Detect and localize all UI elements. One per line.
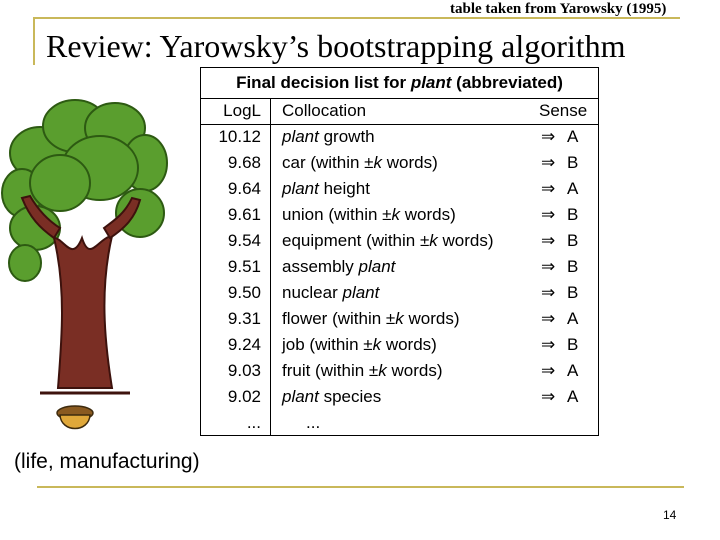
row-collocation — [282, 361, 442, 381]
collocation-part: words) — [382, 153, 438, 172]
page-number: 14 — [663, 508, 677, 522]
row-collocation — [282, 205, 456, 225]
ellipsis-logl: ... — [246, 413, 261, 432]
tree-trunk — [22, 196, 140, 393]
collocation-part: k — [373, 153, 383, 172]
implies-arrow-icon: ⇒ — [541, 309, 556, 328]
row-logl: 9.03 — [227, 361, 261, 380]
collocation-part: plant — [282, 127, 319, 146]
row-sense: A — [567, 361, 579, 380]
collocation-part: union (within ± — [282, 205, 392, 224]
source-note: table taken from Yarowsky (1995) — [450, 1, 667, 17]
collocation-part: words) — [403, 309, 460, 328]
collocation-part: nuclear — [282, 283, 343, 302]
row-sense: B — [567, 335, 579, 354]
ellipsis-collocation: ... — [306, 413, 321, 432]
collocation-part: k — [429, 231, 438, 250]
row-logl: 9.61 — [227, 205, 261, 224]
collocation-part: plant — [342, 283, 380, 302]
row-collocation — [282, 127, 375, 147]
implies-arrow-icon: ⇒ — [541, 387, 556, 406]
implies-arrow-icon: ⇒ — [541, 283, 556, 302]
row-logl: 9.24 — [227, 335, 261, 354]
row-collocation — [282, 179, 370, 199]
row-collocation — [282, 283, 379, 303]
row-logl: 9.50 — [227, 283, 261, 302]
collocation-part: job (within ± — [282, 335, 373, 354]
implies-arrow-icon: ⇒ — [541, 127, 556, 146]
row-collocation — [282, 231, 494, 251]
implies-arrow-icon: ⇒ — [541, 179, 556, 198]
header-sense: Sense — [539, 101, 588, 120]
table-caption-prefix: Final decision list for — [236, 73, 411, 92]
implies-arrow-icon: ⇒ — [541, 361, 556, 380]
collocation-part: k — [391, 205, 400, 224]
collocation-part: plant — [358, 257, 396, 276]
row-sense: A — [567, 309, 579, 328]
implies-arrow-icon: ⇒ — [541, 205, 556, 224]
table-caption-suffix: (abbreviated) — [451, 73, 563, 92]
image-caption: (life, manufacturing) — [14, 450, 200, 473]
title-rule — [33, 17, 680, 19]
acorn-icon — [57, 406, 93, 429]
row-collocation — [282, 257, 395, 277]
table-caption-word: plant — [410, 73, 452, 92]
collocation-part: words) — [386, 361, 443, 380]
collocation-part: growth — [318, 127, 375, 146]
table-top-rule — [201, 98, 598, 99]
collocation-part: k — [378, 361, 387, 380]
collocation-part: car (within ± — [282, 153, 374, 172]
slide-title: Review: Yarowsky’s bootstrapping algorithm — [46, 28, 626, 64]
collocation-part: words) — [381, 335, 437, 354]
row-sense: B — [567, 205, 579, 224]
row-sense: A — [567, 179, 579, 198]
collocation-part: k — [395, 309, 404, 328]
collocation-part: fruit (within ± — [282, 361, 379, 380]
collocation-part: species — [318, 387, 382, 406]
collocation-part: words) — [437, 231, 494, 250]
row-sense: B — [567, 153, 579, 172]
row-sense: B — [567, 283, 579, 302]
footer-rule — [37, 486, 684, 488]
row-logl: 9.54 — [227, 231, 261, 250]
row-sense: A — [567, 387, 579, 406]
header-logl: LogL — [223, 101, 261, 120]
collocation-part: equipment (within ± — [282, 231, 430, 250]
collocation-part: plant — [282, 179, 319, 198]
implies-arrow-icon: ⇒ — [541, 257, 556, 276]
collocation-part: height — [318, 179, 370, 198]
implies-arrow-icon: ⇒ — [541, 153, 556, 172]
row-logl: 9.02 — [227, 387, 261, 406]
implies-arrow-icon: ⇒ — [541, 231, 556, 250]
implies-arrow-icon: ⇒ — [541, 335, 556, 354]
header-collocation: Collocation — [282, 101, 367, 120]
row-collocation — [282, 153, 438, 173]
collocation-part: flower (within ± — [282, 309, 396, 328]
row-logl: 9.31 — [227, 309, 261, 328]
collocation-part: k — [372, 335, 382, 354]
collocation-part: plant — [282, 387, 319, 406]
collocation-part: assembly — [282, 257, 359, 276]
row-sense: A — [567, 127, 579, 146]
row-collocation — [282, 309, 459, 329]
column-divider — [270, 98, 271, 436]
row-sense: B — [567, 231, 579, 250]
title-rule-vertical — [33, 17, 35, 65]
row-logl: 9.68 — [227, 153, 261, 172]
table-header-rule — [201, 124, 598, 125]
row-logl: 9.64 — [227, 179, 261, 198]
decision-list-table — [200, 67, 599, 436]
tree-illustration-icon — [0, 88, 175, 450]
row-logl: 9.51 — [227, 257, 261, 276]
row-collocation — [282, 387, 381, 407]
row-logl: 10.12 — [218, 127, 261, 146]
table-caption — [201, 73, 598, 93]
row-collocation — [282, 335, 437, 355]
collocation-part: words) — [400, 205, 456, 224]
row-sense: B — [567, 257, 579, 276]
